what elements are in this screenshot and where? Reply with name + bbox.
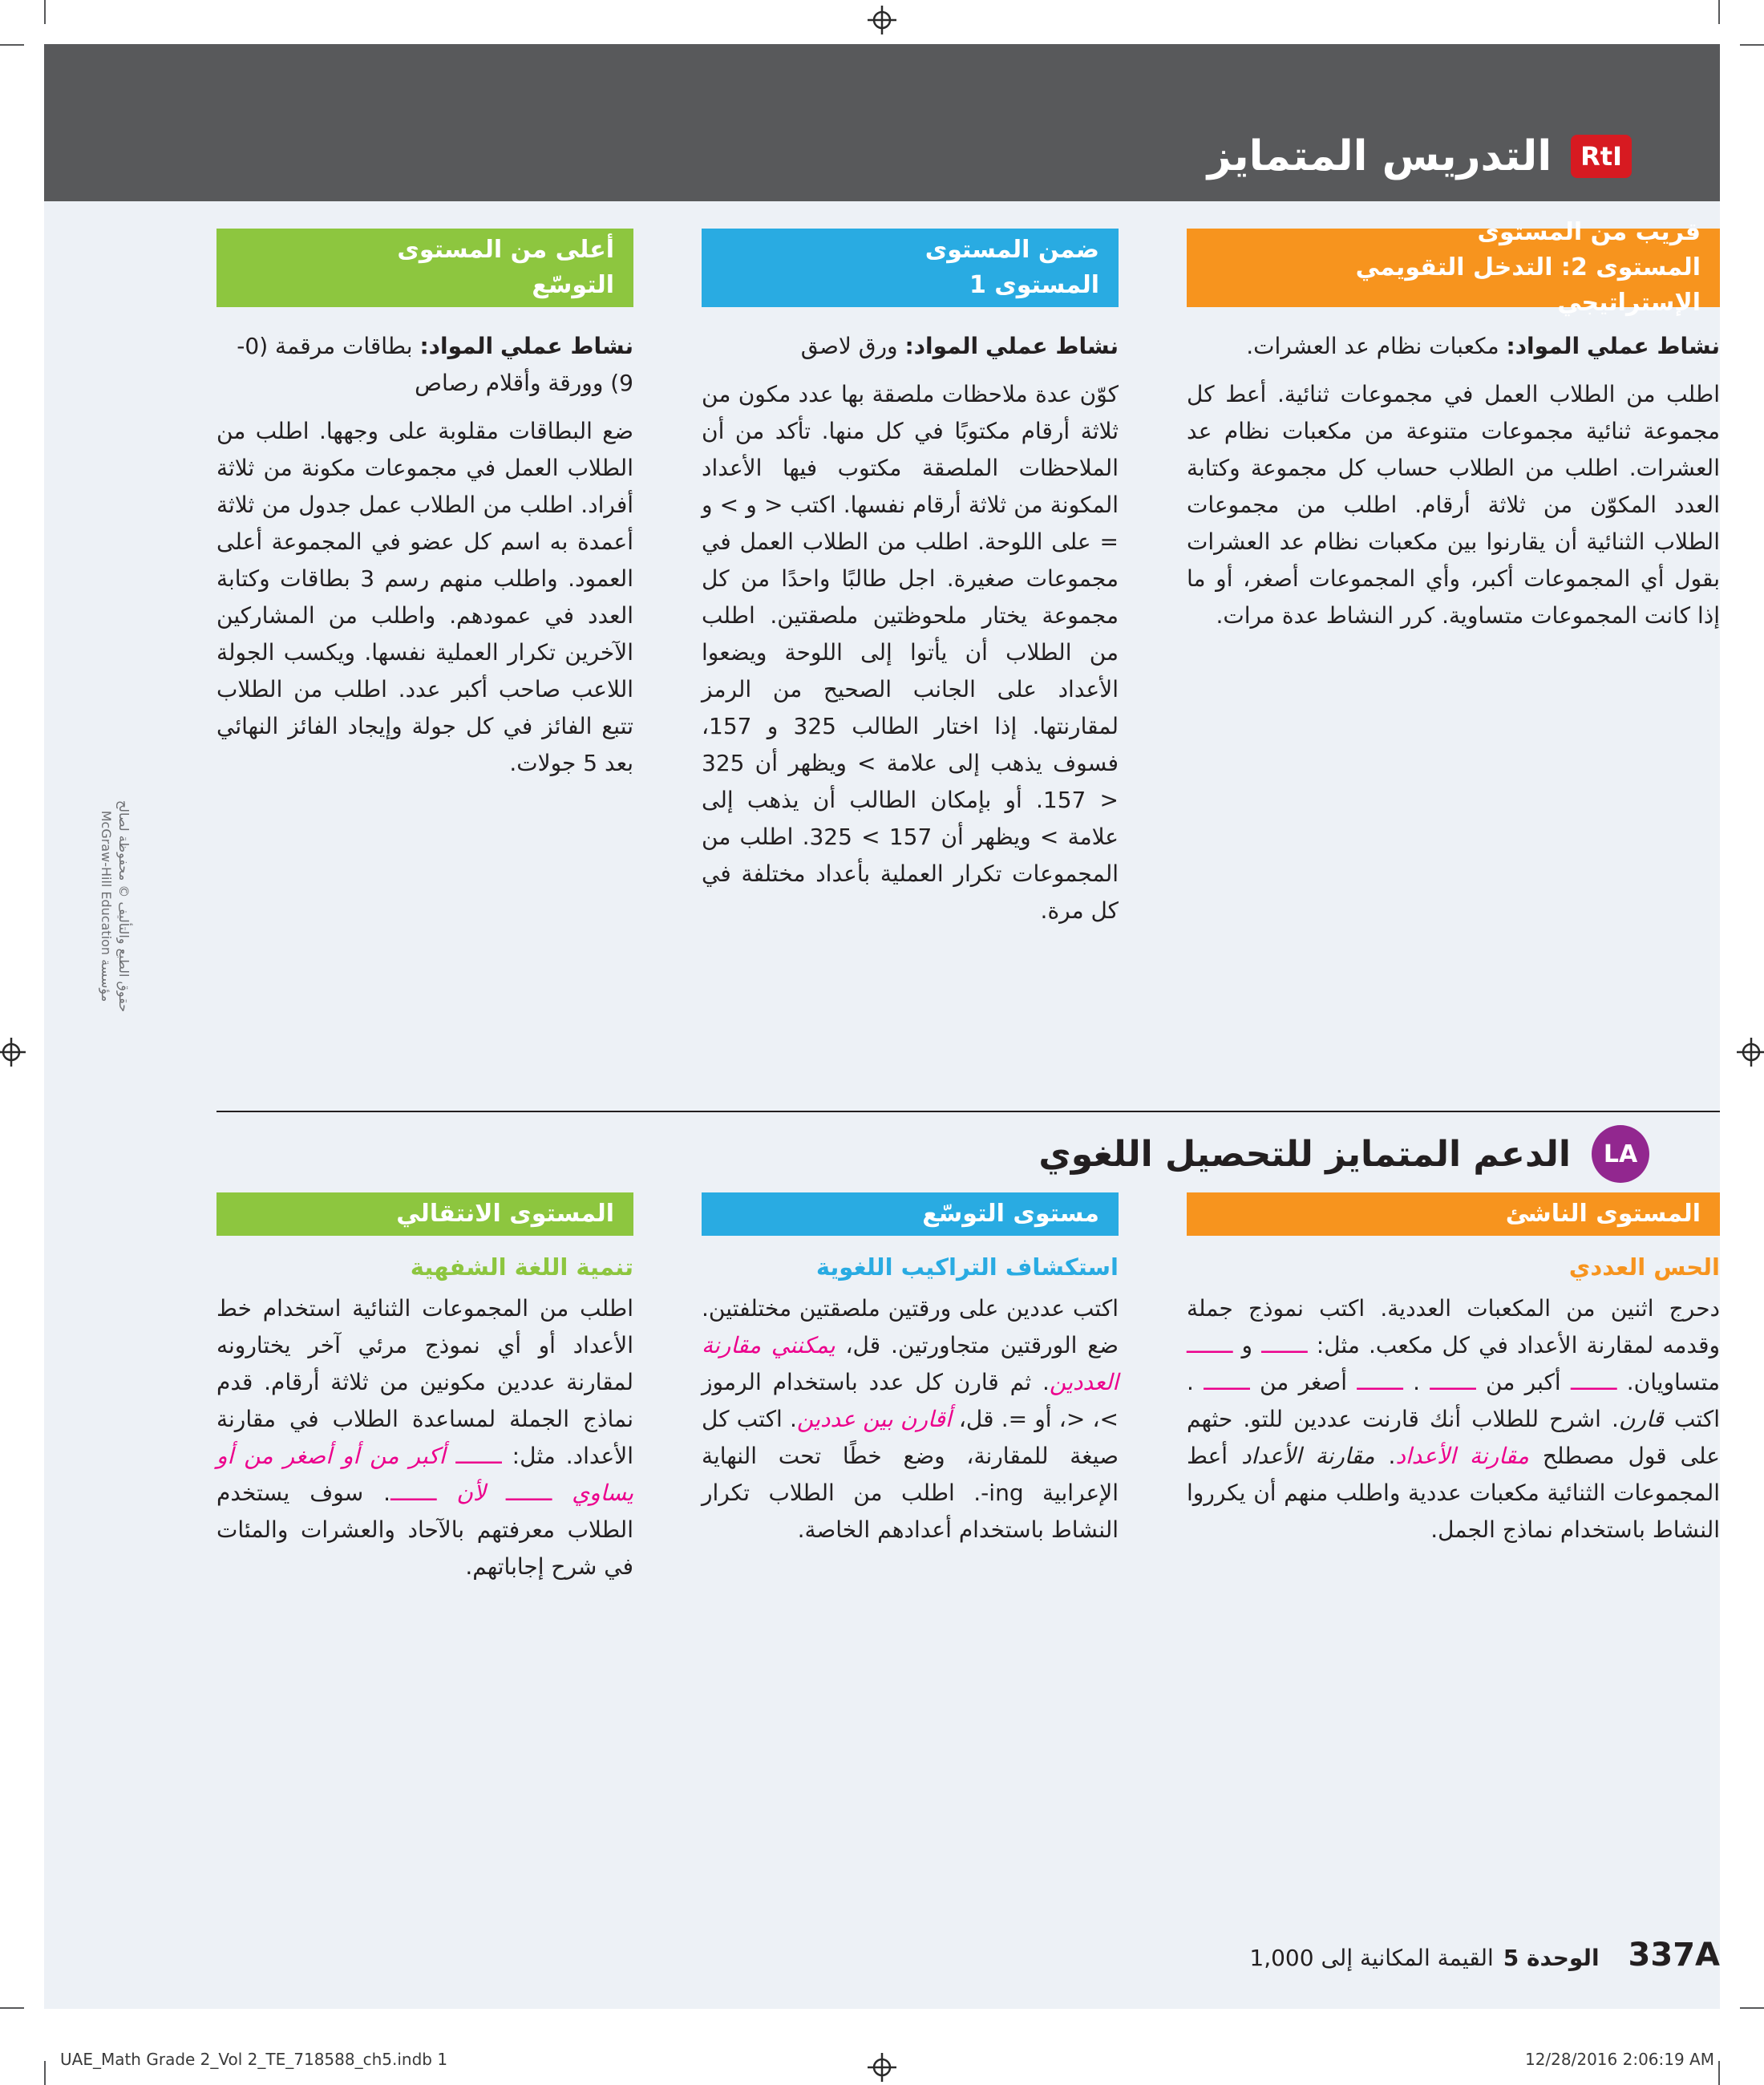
registration-mark-left — [0, 1038, 26, 1067]
approaching-level-body: اطلب من الطلاب العمل في مجموعات ثنائية. أعط كل مجموعة ثنائية مجموعات متنوعة من مكعبات نظام عد العشرات. اطلب من الطلاب حساب كل مجموعة وكتابة العدد المكوّن من ثلاثة أرقام. اطلب من مجموعات الطلاب الثنائية أن يقارنوا بين مكعبات نظام عد العشرات بقول أي المجموعات أكبر، وأي المجموعات أصغر، أو ما إذا كانت المجموعات متساوية. كرر النشاط عدة مرات. — [1187, 381, 1720, 629]
approaching-level-header — [1187, 218, 1720, 317]
page-header-band — [44, 44, 1720, 201]
on-level-materials: نشاط عملي المواد: ورق لاصق — [800, 333, 1119, 359]
expanding-level-header: مستوى التوسّع — [702, 1192, 1119, 1236]
page-number: 337A — [1628, 1937, 1720, 1974]
print-filename: UAE_Math Grade 2_Vol 2_TE_718588_ch5.indb 1 — [60, 2050, 448, 2069]
beyond-level-header-line2: التوسّع — [532, 271, 614, 299]
crop-mark — [1718, 2061, 1720, 2085]
copyright-notice: حقوق الطبع والتأليف © محفوظة لصالح مؤسسة McGraw-Hill Education — [99, 800, 131, 1013]
ell-column-emerging-level — [1187, 1192, 1720, 1585]
bridging-level-header: المستوى الانتقالي — [216, 1192, 633, 1236]
page-header-row — [1208, 132, 1632, 180]
rti-column-approaching-level — [1187, 218, 1720, 929]
section-divider — [216, 1111, 1720, 1112]
emerging-level-body: دحرج اثنين من المكعبات العددية. اكتب نموذج جملة وقدمه لمقارنة الأعداد في كل مكعب. مثل: ـــــــ و ـــــــ متساويان. ـــــــ أكبر من ـــــــ . ـــــــ أصغر من ـــــــ . اكتب قارن. اشرح للطلاب أنك قارنت عددين للتو. حثهم على قول مصطلح مقارنة الأعداد. مقارنة الأعداد أعط المجموعات الثنائية مكعبات عددية واطلب منهم أن يكرروا النشاط باستخدام نماذج الجمل. — [1187, 1295, 1721, 1543]
unit-number: الوحدة 5 — [1503, 1945, 1600, 1971]
crop-mark — [0, 44, 24, 46]
ell-section — [216, 1111, 1720, 1585]
unit-footer — [1249, 1937, 1720, 1974]
crop-mark — [1718, 0, 1720, 24]
rti-columns — [216, 218, 1720, 929]
on-level-body: كوّن عدة ملاحظات ملصقة بها عدد مكون من ثلاثة أرقام مكتوبًا في كل منها. تأكد من أن الملاحظات الملصقة مكتوب فيها الأعداد المكونة من ثلاثة أرقام نفسها. اكتب < و > و = على اللوحة. اطلب من الطلاب العمل في مجموعات صغيرة. اجل طالبًا واحدًا من كل مجموعة يختار ملحوظتين ملصقتين. اطلب من الطلاب أن يأتوا إلى اللوحة ويضعوا الأعداد على الجانب الصحيح من الرمز لمقارنتها. إذا اختار الطالب 325 و 157، فسوف يذهب إلى علامة > ويظهر أن 325 < 157. أو بإمكان الطالب أن يذهب إلى علامة > ويظهر أن 157 > 325. اطلب من المجموعات تكرار العملية بأعداد مختلفة في كل مرة. — [702, 381, 1119, 924]
ell-column-expanding-level — [702, 1192, 1119, 1585]
ell-title-row — [216, 1125, 1720, 1183]
beyond-level-header-line1: أعلى من المستوى — [397, 236, 614, 264]
beyond-level-body: ضع البطاقات مقلوبة على وجهها. اطلب من الطلاب العمل في مجموعات مكونة من ثلاثة أفراد. اطلب من الطلاب عمل جدول من ثلاثة أعمدة به اسم كل عضو في المجموعة أعلى العمود. واطلب منهم رسم 3 بطاقات وكتابة العدد في عمودهم. واطلب من المشاركين الآخرين تكرار العملية نفسها. ويكسب الجولة اللاعب صاحب أكبر عدد. اطلب من الطلاب تتبع الفائز في كل جولة وإيجاد الفائز النهائي بعد 5 جولات. — [216, 418, 633, 776]
registration-mark-top — [868, 6, 896, 34]
bridging-level-body: اطلب من المجموعات الثنائية استخدام خط الأعداد أو أي نموذج مرئي آخر يختارونه لمقارنة عددين مكونين من ثلاثة أرقام. قدم نماذج الجملة لمساعدة الطلاب في مقارنة الأعداد. مثل: ـــــــ أكبر من أو أصغر من أو يساوي ـــــــ لأن ـــــــ. سوف يستخدم الطلاب معرفتهم بالآحاد والعشرات والمئات في شرح إجاباتهم. — [216, 1295, 634, 1580]
content-area — [44, 201, 1720, 2009]
beyond-level-materials: نشاط عملي المواد: بطاقات مرقمة (0-9) وورقة وأقلام رصاص — [237, 333, 633, 396]
rti-column-on-level — [702, 229, 1119, 929]
registration-mark-right — [1737, 1038, 1764, 1067]
approaching-level-materials: نشاط عملي المواد: مكعبات نظام عد العشرات. — [1246, 333, 1720, 359]
crop-mark — [44, 2061, 46, 2085]
registration-mark-bottom — [868, 2053, 896, 2082]
expanding-level-subtitle: استكشاف التراكيب اللغوية — [815, 1253, 1119, 1281]
expanding-level-body: اكتب عددين على ورقتين ملصقتين مختلفتين. ضع الورقتين متجاورتين. قل، يمكنني مقارنة العددين. ثم قارن كل عدد باستخدام الرموز >، <، أو =. قل، أقارن بين عددين. اكتب كل صيغة للمقارنة، وضع خطًا تحت النهاية الإعرابية ing-. اطلب من الطلاب تكرار النشاط باستخدام أعدادهم الخاصة. — [702, 1295, 1119, 1543]
emerging-level-header: المستوى الناشئ — [1187, 1192, 1720, 1236]
la-badge: LA — [1592, 1125, 1649, 1183]
crop-mark — [1740, 2007, 1764, 2009]
crop-mark — [1740, 44, 1764, 46]
crop-mark — [44, 0, 46, 24]
on-level-header-line2: المستوى 1 — [969, 271, 1099, 299]
approaching-level-header-line1: قريب من المستوى — [1477, 218, 1701, 246]
print-timestamp: 12/28/2016 2:06:19 AM — [1524, 2050, 1714, 2069]
on-level-header-line1: ضمن المستوى — [924, 236, 1099, 264]
rti-column-beyond-level — [216, 229, 633, 929]
crop-mark — [0, 2007, 24, 2009]
beyond-level-header — [216, 229, 633, 307]
rti-badge: RtI — [1571, 135, 1632, 178]
approaching-level-header-line2: المستوى 2: التدخل التقويمي الإستراتيجي — [1355, 253, 1701, 317]
unit-title — [1249, 1945, 1599, 1971]
on-level-header — [702, 229, 1119, 307]
emerging-level-subtitle: الحس العددي — [1568, 1253, 1720, 1281]
ell-column-bridging-level — [216, 1192, 633, 1585]
bridging-level-subtitle: تنمية اللغة الشفهية — [410, 1253, 633, 1281]
ell-columns — [216, 1192, 1720, 1585]
page-title: التدريس المتمايز — [1207, 132, 1552, 180]
ell-section-title: الدعم المتمايز للتحصيل اللغوي — [1038, 1133, 1571, 1175]
unit-topic: القيمة المكانية إلى 1,000 — [1249, 1945, 1494, 1971]
